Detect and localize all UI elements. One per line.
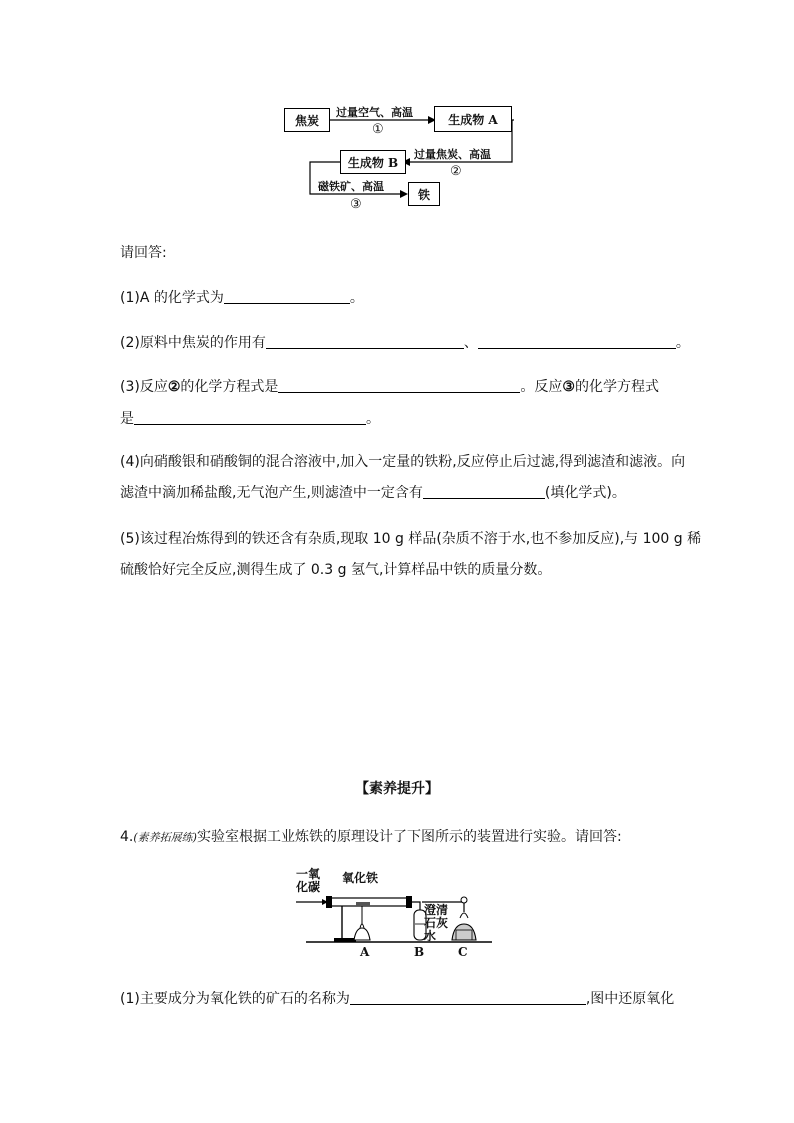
q3-answer-blank-1[interactable] [278, 378, 520, 393]
q4-suffix: (填化学式)。 [544, 485, 626, 501]
apparatus-diagram [296, 866, 496, 962]
problem-4-tag: (素养拓展练) [133, 831, 197, 844]
q1-prefix: (1)A 的化学式为 [120, 290, 224, 306]
reaction-2-number: ② [450, 164, 462, 179]
co-label [296, 868, 320, 894]
question-3-line-1 [120, 376, 659, 396]
question-5-line-2: 硫酸恰好完全反应,测得生成了 0.3 g 氢气,计算样品中铁的质量分数。 [120, 562, 552, 578]
q2-suffix: 。 [675, 335, 690, 351]
box-product-a: 生成物 A [434, 106, 512, 132]
intro-text: 请回答: [120, 245, 167, 261]
p4q1-answer-blank[interactable] [350, 990, 586, 1005]
q4-answer-blank[interactable] [423, 484, 545, 499]
limewater-label-line-1: 澄清 [424, 903, 449, 917]
problem-4-number: 4. [120, 829, 134, 845]
box-iron: 铁 [408, 182, 440, 206]
reaction-3-number: ③ [350, 197, 362, 212]
process-flowchart [280, 100, 520, 210]
problem-4-question-1 [120, 988, 674, 1008]
q3-text-3: 的化学方程式 [574, 379, 659, 395]
question-1 [120, 287, 364, 307]
reaction-3-condition: 磁铁矿、高温 [318, 180, 384, 193]
reaction-1-number: ① [372, 122, 384, 137]
q2-answer-blank-1[interactable] [266, 334, 464, 349]
limewater-label-line-3: 水 [424, 929, 437, 943]
q3-line2-prefix: 是 [120, 411, 134, 427]
reaction-1-condition: 过量空气、高温 [336, 106, 413, 119]
q3-text-1: 的化学方程式是 [180, 379, 279, 395]
q4-line2-prefix: 滤渣中滴加稀盐酸,无气泡产生,则滤渣中一定含有 [120, 485, 423, 501]
limewater-label-line-2: 石灰 [424, 916, 449, 930]
q1-suffix: 。 [349, 290, 364, 306]
q3-text-2: 。反应 [520, 379, 563, 395]
q3-answer-blank-2[interactable] [134, 410, 366, 425]
q1-answer-blank[interactable] [224, 289, 350, 304]
co-label-line-2: 化碳 [296, 880, 321, 894]
label-b: B [414, 945, 425, 959]
question-4-line-1: (4)向硝酸银和硝酸铜的混合溶液中,加入一定量的铁粉,反应停止后过滤,得到滤渣和滤液。向 [120, 454, 686, 470]
question-2 [120, 332, 690, 352]
q2-answer-blank-2[interactable] [478, 334, 676, 349]
label-a: A [360, 945, 370, 959]
p4q1-suffix: ,图中还原氧化 [585, 991, 675, 1007]
label-c: C [458, 945, 468, 959]
question-5-line-1: (5)该过程冶炼得到的铁还含有杂质,现取 10 g 样品(杂质不溶于水,也不参加反应),与 100 g 稀 [120, 531, 702, 547]
question-4-line-2 [120, 482, 626, 502]
q3-prefix: (3)反应 [120, 379, 168, 395]
problem-4-text: 实验室根据工业炼铁的原理设计了下图所示的装置进行实验。请回答: [196, 829, 622, 845]
q2-prefix: (2)原料中焦炭的作用有 [120, 335, 266, 351]
box-product-b: 生成物 B [340, 150, 406, 174]
co-label-line-1: 一氧 [296, 867, 321, 881]
p4q1-prefix: (1)主要成分为氧化铁的矿石的名称为 [120, 991, 350, 1007]
reaction-2-condition: 过量焦炭、高温 [414, 148, 491, 161]
section-title: 【素养提升】 [355, 781, 439, 797]
q3-ref-2: ② [167, 379, 181, 395]
problem-4-stem [120, 826, 622, 846]
q3-ref-3: ③ [562, 379, 575, 395]
question-3-line-2 [120, 408, 380, 428]
iron-oxide-label: 氧化铁 [342, 871, 379, 885]
limewater-label [424, 904, 448, 943]
q3-suffix: 。 [366, 411, 380, 427]
box-coke: 焦炭 [284, 108, 330, 132]
q2-separator: 、 [463, 335, 478, 351]
